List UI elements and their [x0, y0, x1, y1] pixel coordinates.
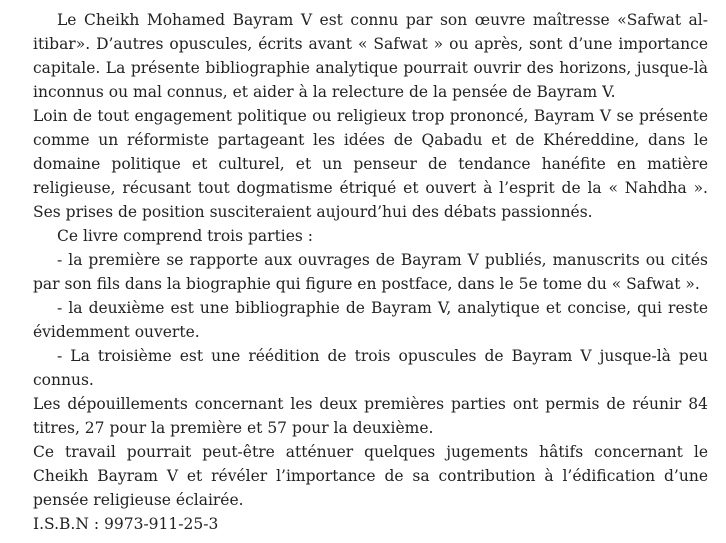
paragraph-parts-intro: Ce livre comprend trois parties :: [57, 227, 314, 245]
paragraph-titles-count: Les dépouillements concernant les deux premières parties ont permis de réunir 84 titres, 27 pour la première et 57 pour la deuxième.: [33, 395, 708, 437]
paragraph-reformist: Loin de tout engagement politique ou religieux trop prononcé, Bayram V se présente comme un réformiste partageant les idées de Qabadu et de Khéreddine, dans le domaine politique et culturel, et un penseur de tendance hanéfite en matière religieuse, récusant tout dogmatisme étriqué et ouvert à l’esprit de la « Nahdha ». Ses prises de position susciteraient aujourd’hui des débats passionnés.: [33, 107, 708, 221]
paragraph-conclusion: Ce travail pourrait peut-être atténuer quelques jugements hâtifs concernant le Cheikh Bayram V et révéler l’importance de sa contribution à l’édification d’une pensée religieuse éclairée.: [33, 443, 708, 509]
list-item-part-two: - la deuxième est une bibliographie de Bayram V, analytique et concise, qui reste évidemment ouverte.: [33, 299, 708, 341]
paragraph-intro: Le Cheikh Mohamed Bayram V est connu par son œuvre maîtresse «Safwat al-itibar». D’autres opuscules, écrits avant « Safwat » ou après, sont d’une importance capitale. La présente bibliographie analytique pourrait ouvrir des horizons, jusque-là inconnus ou mal connus, et aider à la relecture de la pensée de Bayram V.: [33, 11, 708, 101]
isbn-line: I.S.B.N : 9973-911-25-3: [33, 515, 219, 533]
list-item-part-three: - La troisième est une réédition de trois opuscules de Bayram V jusque-là peu connus.: [33, 347, 708, 389]
list-item-part-one: - la première se rapporte aux ouvrages de Bayram V publiés, manuscrits ou cités par son fils dans la biographie qui figure en postface, dans le 5e tome du « Safwat ».: [33, 251, 708, 293]
